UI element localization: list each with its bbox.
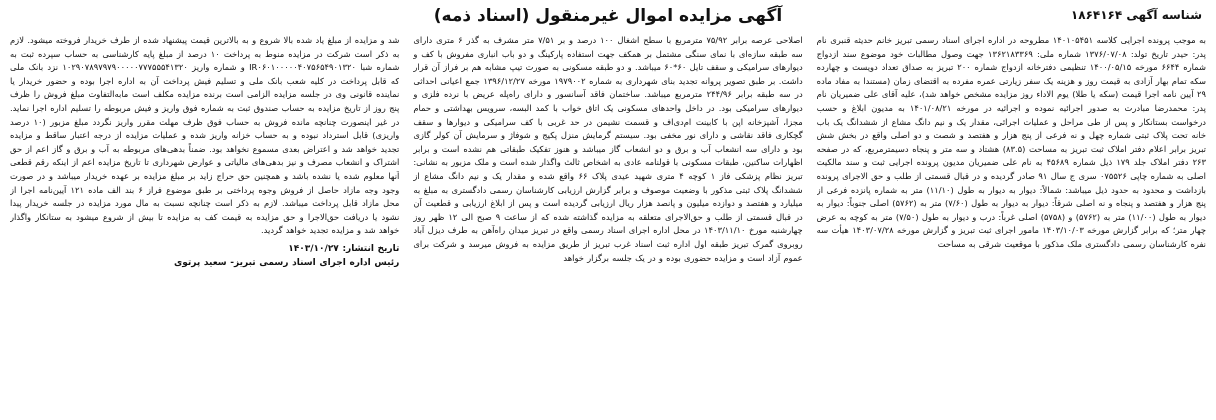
paragraph: شد و مزایده از مبلغ یاد شده بالا شروع و به بالاترین قیمت پیشنهاد شده از طرف خریدار فروخته میشود. لازم به ذکر است شرکت در مزایده منوط به پرداخت ۱۰ درصد از مبلغ پایه کارشناسی به حساب سپرده ثبت به شماره شبا IR۰۶۰۱۰۰۰۰۰۴۰۷۵۶۵۴۹۰۱۳۲۰ و شماره واریز ۱۰۲۹۰۷۸۹۷۹۷۹۰۰۰۰۰۷۷۷۵۵۵۴۱۳۲۰ نزد بانک ملی که قابل پرداخت در کلیه شعب بانک ملی و تسلیم فیش پرداخت آن به اداره اجرا بوده و حضور خریدار یا نماینده قانونی وی در جلسه مزایده الزامی است برنده مزایده مکلف است مابه‌التفاوت مبلغ فروش را ظرف پنج روز از تاریخ مزایده به حساب صندوق ثبت به شماره فوق واریز و فیش مربوطه را تسلیم اداره اجرا نماید. در غیر اینصورت چنانچه مانده فروش به حساب فوق ظرف مهلت مقرر واریز نگردد مبلغ مزبور (۱۰ درصد واریزی) قابل استرداد نبوده و به حساب خزانه واریز شده و عملیات مزایده از درجه اعتبار ساقط و مزایده تجدید خواهد شد و اعتراض بعدی مسموع نخواهد بود. ضمناً بدهی‌های مربوطه به آب و برق و گاز اعم از حق اشتراک و انشعاب مصرف و نیز بدهی‌های مالیاتی و عوارض شهرداری تا تاریخ مزایده اعم از اینکه رقم قطعی آنها معلوم شده یا نشده باشد و همچنین حق حراج زاید بر مبلغ مزایده بر عهده خریدار میباشد و در صورت وجود وجه مازاد حاصل از فروش وجوه پرداختی بر طبق موضوع فراز ۶ بند الف ماده ۱۲۱ آیین‌نامه اجرا از محل مازاد قابل پرداخت میباشد. لازم به ذکر است چنانچه نسبت به مال مورد مزایده در جلسه خریدار پیدا نشود یا دریافت حق‌الاجرا و حق مزایده به قیمت کف به مزایده تا بیش از شروع میشود به ستانکار واگذار خواهد شد و مزایده تجدید خواهد گردید. [10,35,400,236]
paragraph: به موجب پرونده اجرایی کلاسه ۱۴۰۱۰۵۴۵۱ مطروحه در اداره اجرای اسناد رسمی تبریز خانم حدیثه قنبری نام پدر: حیدر تاریخ تولد: ۱۳۷۶/۰۷/۰۸ شماره ملی: ۱۳۶۲۱۸۳۳۶۹ جهت وصول مطالبات خود موضوع سند ازدواج شماره ۶۶۴۴ مورخه ۱۴۰۰/۰۵/۱۵ تنظیمی دفترخانه ازدواج شماره ۲۰۰ تبریز به صداق تعداد دویست و چهارده سکه تمام بهار آزادی به قیمت روز و هزینه یک سفر زیارتی عمره مفرده به اقتضای زمان (مستندا به مفاد ماده ۲۹ آیین نامه اجرا قیمت (سکه یا طلا) یوم الاداء روز مزایده مشخص خواهد شد)، علیه آقای علی ضمیریان نام پدر: محمدرضا مبادرت به صدور اجرائیه نموده و اجرائیه در مورخه ۱۴۰۱/۰۸/۲۱ به مدیون ابلاغ و حسب درخواست بستانکار و پس از طی مراحل و عملیات اجرائی، مقدار یک و نیم دانگ مشاع از ششدانگ یک باب خانه تحت پلاک ثبتی شماره چهل و نه فرعی از پنج هزار و هفتصد و شصت و دو اصلی واقع در بخش شش تبریز برابر اعلام دفتر املاک ثبت تبریز به مساحت (۸۳.۵) هشتاد و سه متر و پنجاه دسیمترمربع، که در صفحه ۲۶۳ دفتر املاک جلد ۱۷۹ ذیل شماره ۴۵۶۸۹ به نام علی ضمیریان مدیون پرونده اجرایی ثبت و سند مالکیت اصلی به شماره چاپی ۰۷۵۵۲۶ سری ج سال ۹۱ صادر گردیده و در قبال قسمتی از طلب و حق الاجرای پرونده بازداشت و محدود به حدود ذیل میباشد: شمالاً: دیوار به دیوار به طول (۱۱/۱۰) متر به شماره پانزده فرعی از پنج هزار و هفتصد و پنجاه و نه اصلی شرقاً: دیوار به دیوار به طول (۷/۶۰) متر به (۵۷۶۲) اصلی جنوباً: دیوار به دیوار به طول (۱۱/۰۰) متر به (۵۷۶۲) و (۵۷۵۸) اصلی غرباً: درب و دیوار به طول (۷/۵۰) متر به کوچه به عرض چهار متر؛ که برابر گزارش مورخه ۱۴۰۳/۱۰/۰۳ مامور اجرای ثبت تبریز و گزارش مورخه ۱۴۰۳/۰۷/۲۸ هیأت سه نفره کارشناسان رسمی دادگستری ملک مذکور با موقعیت شرقی به مساحت [816,35,1206,249]
paragraph: اصلاحی عرصه برابر ۷۵/۹۲ مترمربع با سطح اشغال ۱۰۰ درصد و بر ۷/۵۱ متر مشرف به گذر ۶ متری دارای سه طبقه سازه‌ای با نمای سنگی مشتمل بر همکف جهت استفاده پارکینگ و دو باب انباری مفروش با کف و دیوارهای سرامیکی و سقف تایل ۶۰*۶۰ میباشد. و دو طبقه مسکونی به صورت تیپ مشابه هم بر فراز آن قرار داشت. بر طبق تصویر پروانه تجدید بنای شهرداری به شماره ۱۹۷۹۰۰۲ مورخه ۱۳۹۶/۱۲/۲۷ جمع اعیانی احداثی در سه طبقه برابر ۲۴۴/۹۶ مترمربع میباشد. ساختمان فاقد آسانسور و دارای راه‌پله عریض با نرده فلزی و دیوارهای سرامیکی بود. در داخل واحدهای مسکونی یک اتاق خواب با کمد البسه، سرویس بهداشتی و حمام مجزا، آشپزخانه اپن با کابینت ام‌دی‌اف و قسمت نشیمن در حد غربی با کف سرامیکی و دیوارها و سقف گچکاری فاقد نقاشی و دارای نور مخفی بود. سیستم گرمایش منزل پکیج و شوفاژ و سرمایش آن کولر گازی بود و دارای سه انشعاب آب و برق و دو انشعاب گاز میباشد و هنوز تفکیک طبقاتی هم نشده است و برابر اظهارات ساکنین، طبقات مسکونی با قولنامه عادی به اشخاص ثالث واگذار شده است و ملک مزبور به نشانی: تبریز نظام پزشکی فاز ۱ کوچه ۴ متری شهید عیدی پلاک ۶۶ واقع شده و مقدار یک و نیم دانگ مشاع از ششدانگ پلاک ثبتی مذکور با وضعیت موصوف و برابر گزارش ارزیابی کارشناسان رسمی دادگستری به مبلغ به میلیارد و هفتصد و دوازده میلیون و پانصد هزار ریال ارزیابی گردیده است و پس از ابلاغ ارزیابی و قطعیت آن در قبال قسمتی از طلب و حق‌الاجرای متعلقه به مزایده گذاشته شده که از ساعت ۹ صبح الی ۱۲ ظهر روز چهارشنبه مورخ ۱۴۰۳/۱۱/۱۰ در محل اداره اجرای اسناد رسمی واقع در تبریز میدان راه‌آهن به طرف دیزل آباد روبروی گمرک تبریز طبقه اول اداره ثبت اسناد غرب تبریز از طریق مزایده به فروش میرسد و شرکت برای عموم آزاد است و مزایده حضوری بوده و در یک جلسه برگزار خواهد [413,35,803,263]
notice-footer [10,242,399,270]
ad-id-label: شناسه آگهی ۱۸۶۴۱۶۴ [1070,8,1202,22]
signature: رئیس اداره اجرای اسناد رسمی تبریز- سعید پرتوی [173,257,400,268]
publish-date: تاریخ انتشار: ۱۴۰۳/۱۰/۲۷ [288,243,400,254]
text-column-left [10,34,399,414]
text-column-right [817,34,1206,414]
text-column-middle [413,34,802,414]
notice-title: آگهی مزایده اموال غیرمنقول (اسناد ذمه) [433,6,783,26]
notice-body [10,34,1206,414]
